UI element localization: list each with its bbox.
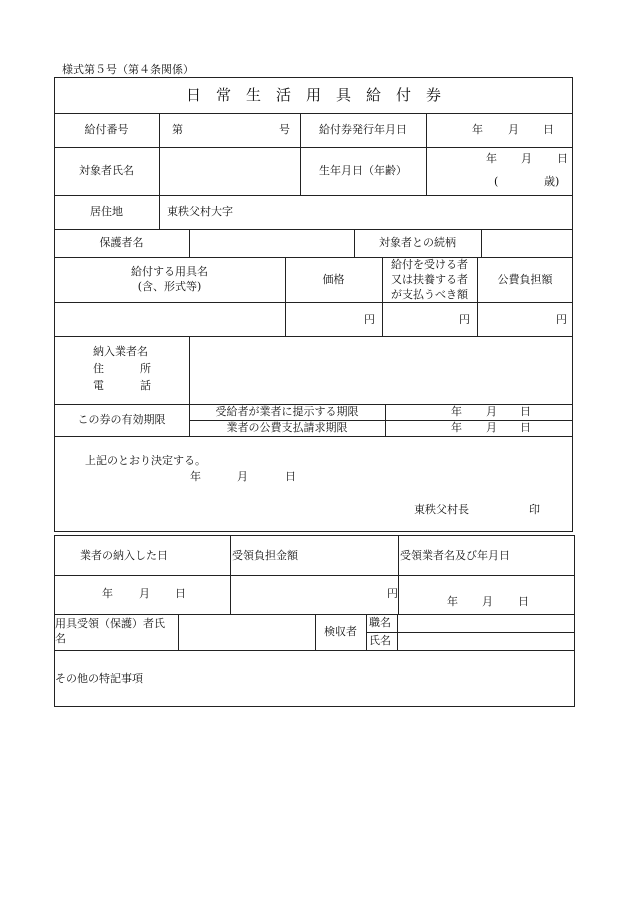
price-label: 価格 (322, 273, 345, 286)
residence-label: 居住地 (90, 205, 123, 218)
delivery-day: 日 (175, 587, 186, 600)
age-label: 歳) (544, 175, 560, 188)
public-yen: 円 (556, 313, 567, 326)
receiver-name-label: 用具受領（保護）者氏 (55, 617, 165, 630)
inspector-label: 検収者 (324, 625, 357, 638)
decision-year: 年 (190, 470, 201, 483)
payer-yen: 円 (459, 313, 470, 326)
claim-month: 月 (486, 421, 497, 434)
birthdate-label: 生年月日（年齢） (319, 164, 407, 177)
received-amount-label: 受領負担金額 (232, 549, 298, 562)
present-deadline-label: 受給者が業者に提示する期限 (215, 405, 359, 418)
decision-text: 上記のとおり決定する。 (85, 454, 206, 467)
subject-name-label: 対象者氏名 (79, 164, 134, 177)
age-paren: ( (494, 175, 499, 188)
vendor-phone-label-a: 電 (93, 379, 104, 392)
claim-year: 年 (451, 421, 462, 434)
issue-month: 月 (508, 123, 519, 136)
benefit-number-go: 号 (279, 123, 290, 136)
vendor-address-label-b: 所 (140, 362, 151, 375)
birth-month: 月 (521, 152, 532, 165)
benefit-number-label: 給付番号 (84, 123, 129, 136)
claim-day: 日 (520, 421, 531, 434)
payer-label-1: 給付を受ける者 (391, 258, 468, 271)
vendor-phone-label-b: 話 (140, 379, 151, 392)
receiver-name-label-cont: 名 (55, 632, 66, 645)
item-name-sub-label: (含、形式等) (137, 280, 202, 293)
decision-month: 月 (237, 470, 248, 483)
vendor-name-label: 納入業者名 (93, 345, 148, 358)
signer-title: 東秩父村長 (414, 503, 469, 516)
receiver-day: 日 (518, 595, 529, 608)
item-name-label: 給付する用具名 (131, 265, 208, 278)
received-amount-yen: 円 (387, 587, 398, 600)
delivery-month: 月 (139, 587, 150, 600)
present-day: 日 (520, 405, 531, 418)
claim-deadline-label: 業者の公費支払請求期限 (226, 421, 348, 434)
issue-day: 日 (543, 123, 554, 136)
delivery-date-label: 業者の納入した日 (80, 549, 168, 562)
relation-label: 対象者との続柄 (379, 236, 456, 249)
inspector-post-label: 職名 (369, 616, 391, 629)
birth-day: 日 (557, 152, 568, 165)
residence-value: 東秩父村大字 (167, 205, 233, 218)
present-month: 月 (486, 405, 497, 418)
receiver-year: 年 (447, 595, 458, 608)
decision-day: 日 (285, 470, 296, 483)
form-number: 様式第５号（第４条関係） (62, 63, 194, 76)
remarks-label: その他の特記事項 (55, 672, 143, 685)
present-year: 年 (451, 405, 462, 418)
guardian-name-label: 保護者名 (99, 236, 144, 249)
birth-year: 年 (486, 152, 497, 165)
receiver-vendor-label: 受領業者名及び年月日 (400, 549, 510, 562)
page-title: 日 常 生 活 用 具 給 付 券 (185, 86, 441, 104)
delivery-year: 年 (102, 587, 113, 600)
inspector-name-label: 氏名 (369, 634, 391, 647)
vendor-address-label-a: 住 (93, 362, 104, 375)
issue-date-label: 給付券発行年月日 (319, 123, 407, 136)
public-burden-label: 公費負担額 (497, 273, 553, 286)
validity-label: この券の有効期限 (77, 413, 166, 426)
payer-label-3: が支払うべき額 (391, 288, 468, 301)
issue-year: 年 (472, 123, 483, 136)
benefit-number-dai: 第 (172, 123, 183, 136)
receiver-month: 月 (482, 595, 493, 608)
price-yen: 円 (364, 313, 375, 326)
payer-label-2: 又は扶養する者 (391, 273, 468, 286)
seal-mark: 印 (529, 503, 540, 516)
